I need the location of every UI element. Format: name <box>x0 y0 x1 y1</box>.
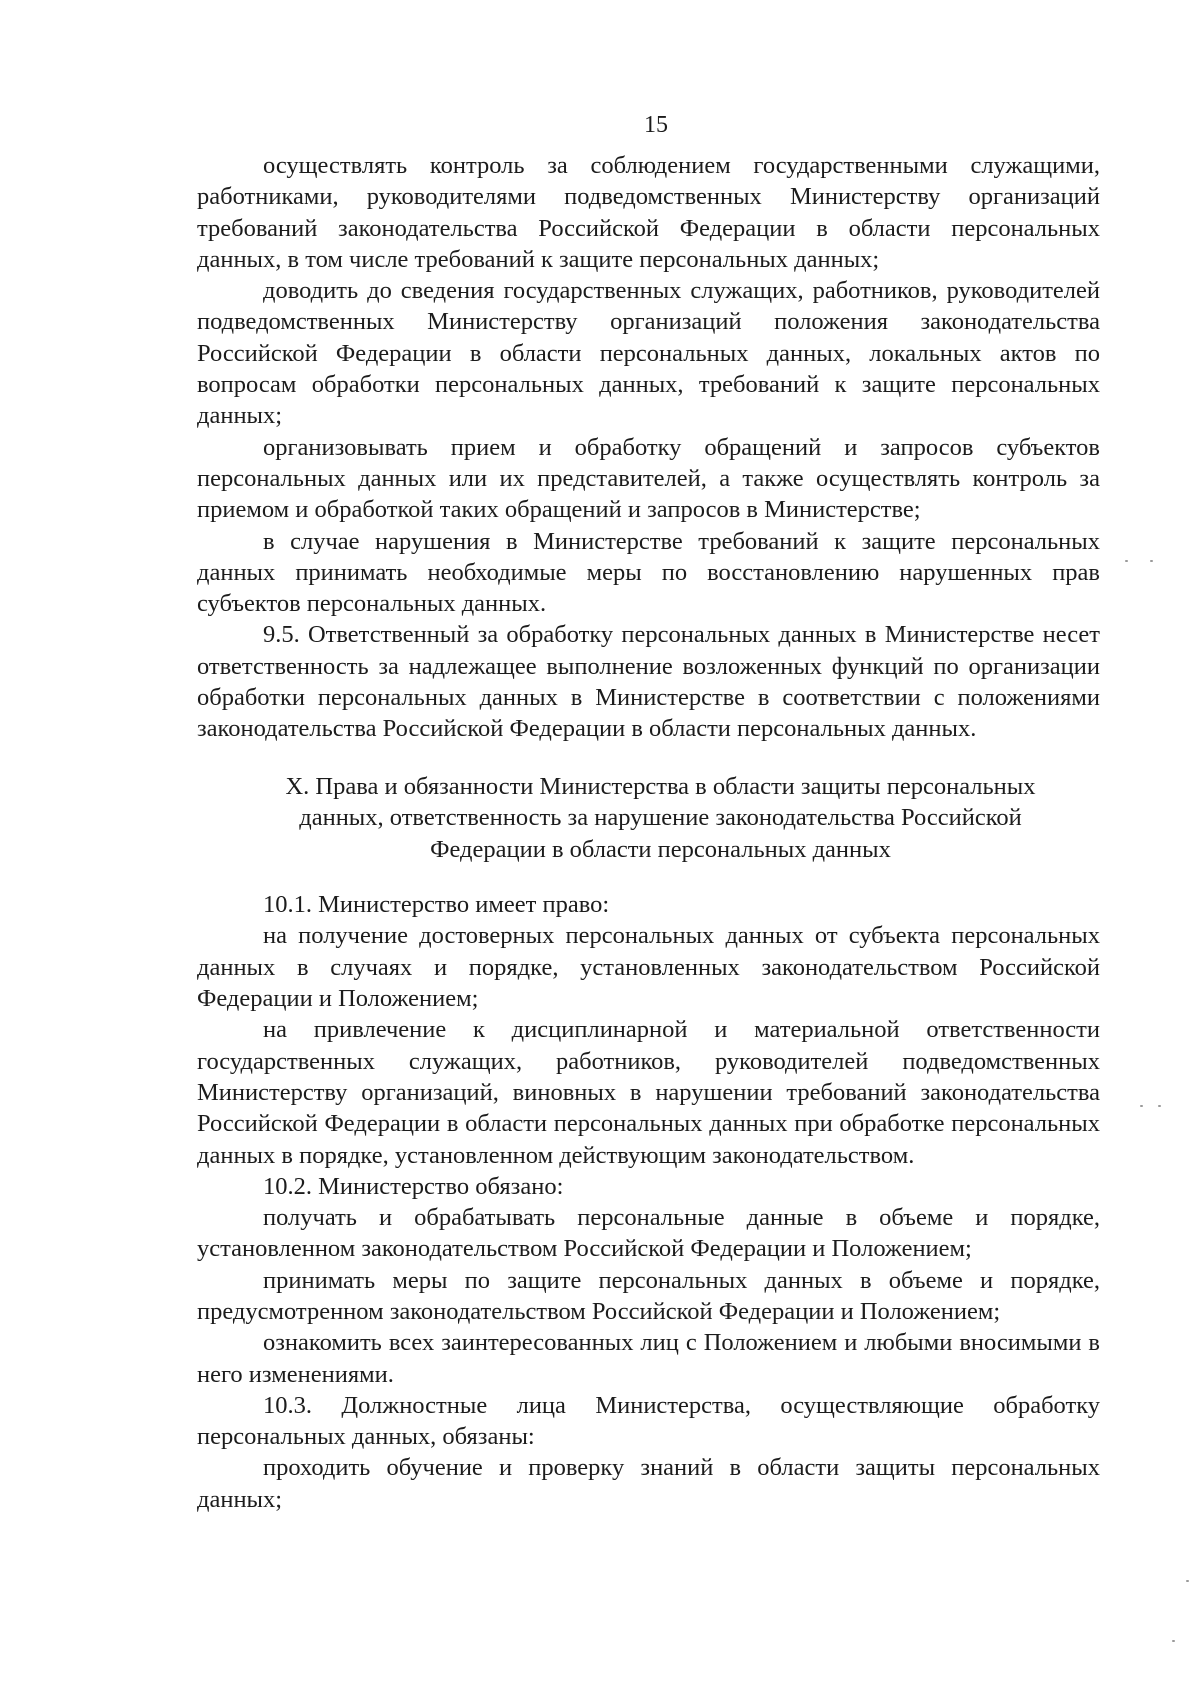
section-x-heading <box>197 771 1100 866</box>
page-number: 15 <box>644 112 668 138</box>
paragraph-10-2: 10.2. Министерство обязано: <box>263 1172 564 1200</box>
scan-speck <box>1150 560 1153 562</box>
paragraph-10-3: 10.3. Должностные лица Министерства, осуществляющие обработку персональных данных, обязаны: <box>197 1391 1100 1451</box>
section-heading-line: X. Права и обязанности Министерства в области защиты персональных <box>285 772 1036 800</box>
paragraph-obligation-process: получать и обрабатывать персональные данные в объеме и порядке, установленном законодательством Российской Федерации и Положением; <box>197 1204 1100 1263</box>
paragraph-10-1: 10.1. Министерство имеет право: <box>263 891 610 919</box>
section-heading-line: данных, ответственность за нарушение законодательства Российской <box>299 804 1022 832</box>
scan-speck <box>1172 1640 1175 1642</box>
paragraph-control-compliance: осуществлять контроль за соблюдением государственными служащими, работниками, руководителями подведомственных Министерству организаций требований законодательства Российской Федерации в области персональных данных, в том числе требований к защите персональных данных; <box>197 152 1100 273</box>
paragraph-obligation-familiarize: ознакомить всех заинтересованных лиц с Положением и любыми вносимыми в него изменениями. <box>197 1329 1100 1388</box>
paragraph-inform-employees: доводить до сведения государственных служащих, работников, руководителей подведомственных Министерству организаций положения законодательства Российской Федерации в области персональных данных, локальных актов по вопросам обработки персональных данных, требований к защите персональных данных; <box>197 277 1100 430</box>
paragraph-violation-measures: в случае нарушения в Министерстве требований к защите персональных данных принимать необходимые меры по восстановлению нарушенных прав субъектов персональных данных. <box>197 527 1100 618</box>
scan-speck <box>1186 1580 1189 1582</box>
paragraph-right-obtain-data: на получение достоверных персональных данных от субъекта персональных данных в случаях и порядке, установленных законодательством Российской Федерации и Положением; <box>197 922 1100 1013</box>
paragraph-obligation-protect: принимать меры по защите персональных данных в объеме и порядке, предусмотренном законодательством Российской Федерации и Положением; <box>197 1266 1100 1325</box>
paragraph-right-disciplinary: на привлечение к дисциплинарной и материальной ответственности государственных служащих, работников, руководителей подведомственных Министерству организаций, виновных в нарушении требований законодательства Российской Федерации в области персональных данных при обработке персональных данных в порядке, установленном действующим законодательством. <box>197 1016 1100 1169</box>
section-heading-line: Федерации в области персональных данных <box>430 835 891 863</box>
scan-speck <box>1140 1105 1143 1107</box>
paragraph-training: проходить обучение и проверку знаний в области защиты персональных данных; <box>197 1454 1100 1513</box>
paragraph-9-5: 9.5. Ответственный за обработку персональных данных в Министерстве несет ответственность за надлежащее выполнение возложенных функций по организации обработки персональных данных в Министерстве в соответствии с положениями законодательства Российской Федерации в области персональных данных. <box>197 621 1100 743</box>
scan-speck <box>1158 1105 1161 1107</box>
scan-speck <box>1125 560 1128 562</box>
paragraph-organize-requests: организовывать прием и обработку обращений и запросов субъектов персональных данных или их представителей, а также осуществлять контроль за приемом и обработкой таких обращений и запросов в Министерстве; <box>197 433 1100 524</box>
document-body <box>197 150 1100 1515</box>
